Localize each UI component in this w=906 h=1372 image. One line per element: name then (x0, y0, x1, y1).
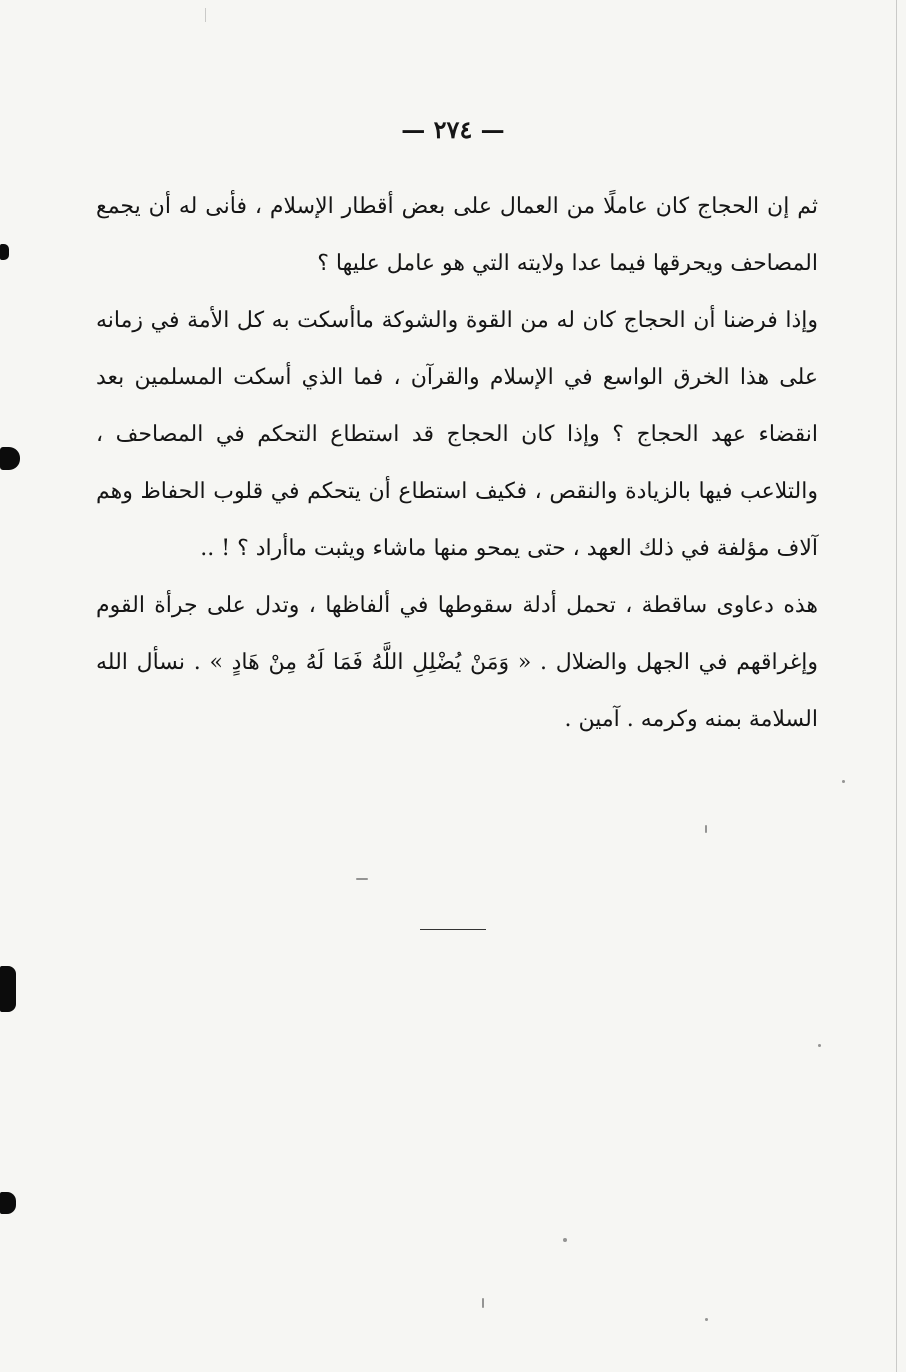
paragraph-1: ثم إن الحجاج كان عاملًا من العمال على بعض أقطار الإسلام ، فأنى له أن يجمع المصاحف ويحرقها فيما عدا ولايته التي هو عامل عليها ؟ (96, 194, 818, 276)
body-text (96, 178, 818, 748)
binding-hole-mark (0, 1192, 16, 1214)
page-edge-shadow (896, 0, 897, 1372)
scan-speck (482, 1298, 484, 1308)
binding-hole-mark (0, 244, 9, 260)
scan-artifact (205, 8, 206, 22)
binding-hole-mark (0, 966, 16, 1012)
binding-hole-mark (0, 447, 20, 470)
paragraph-3: هذه دعاوى ساقطة ، تحمل أدلة سقوطها في ألفاظها ، وتدل على جرأة القوم وإغراقهم في الجهل والضلال . « وَمَنْ يُضْلِلِ اللَّهُ فَمَا لَهُ مِنْ هَادٍ » . نسأل الله السلامة بمنه وكرمه . آمين . (96, 593, 818, 732)
scan-speck (818, 1044, 821, 1047)
end-of-text-rule (420, 929, 486, 930)
scan-speck (563, 1238, 567, 1242)
scan-speck (842, 780, 845, 783)
page-number: — ٢٧٤ — (401, 115, 505, 144)
scan-speck (356, 878, 368, 880)
scan-speck (705, 825, 707, 833)
paragraph-2: وإذا فرضنا أن الحجاج كان له من القوة والشوكة ماأسكت به كل الأمة في زمانه على هذا الخرق الواسع في الإسلام والقرآن ، فما الذي أسكت المسلمين بعد انقضاء عهد الحجاج ؟ وإذا كان الحجاج قد استطاع التحكم في المصاحف ، والتلاعب فيها بالزيادة والنقص ، فكيف استطاع أن يتحكم في قلوب الحفاظ وهم آلاف مؤلفة في ذلك العهد ، حتى يمحو منها ماشاء ويثبت ماأراد ؟ ! .. (96, 308, 818, 561)
scan-speck (705, 1318, 708, 1321)
